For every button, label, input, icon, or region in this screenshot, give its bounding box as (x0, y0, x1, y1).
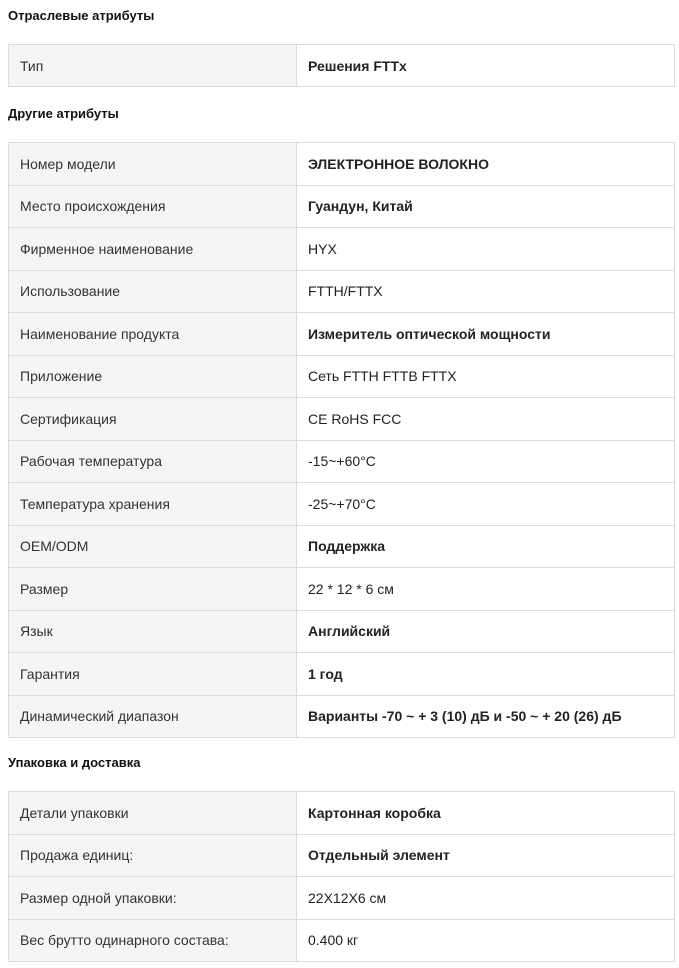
section-title-industry-attributes: Отраслевые атрибуты (8, 8, 155, 23)
attribute-name: Использование (9, 270, 297, 313)
attribute-value: 0.400 кг (297, 919, 675, 962)
table-row (9, 228, 675, 271)
attribute-name: Динамический диапазон (9, 695, 297, 738)
attribute-name: Детали упаковки (9, 792, 297, 835)
table-row (9, 313, 675, 356)
table-row (9, 270, 675, 313)
packaging-delivery-table (8, 791, 675, 962)
attribute-value: Картонная коробка (297, 792, 675, 835)
table-row (9, 610, 675, 653)
table-row (9, 143, 675, 186)
attribute-name: Приложение (9, 355, 297, 398)
other-attributes-table (8, 142, 675, 738)
attribute-value: 22 * 12 * 6 см (297, 568, 675, 611)
attribute-value: -15~+60°C (297, 440, 675, 483)
attribute-value: Гуандун, Китай (297, 185, 675, 228)
section-title-other-attributes: Другие атрибуты (8, 106, 119, 121)
attribute-name: Вес брутто одинарного состава: (9, 919, 297, 962)
attribute-name: Рабочая температура (9, 440, 297, 483)
attribute-name: Размер (9, 568, 297, 611)
section-title-packaging-delivery: Упаковка и доставка (8, 755, 141, 770)
attribute-name: Язык (9, 610, 297, 653)
attribute-name: Гарантия (9, 653, 297, 696)
table-row (9, 695, 675, 738)
attribute-value: FTTH/FTTX (297, 270, 675, 313)
attribute-name: Место происхождения (9, 185, 297, 228)
attribute-value: CE RoHS FCC (297, 398, 675, 441)
attribute-name: OEM/ODM (9, 525, 297, 568)
attribute-value: 22X12X6 см (297, 877, 675, 920)
attribute-name: Размер одной упаковки: (9, 877, 297, 920)
table-row (9, 185, 675, 228)
table-row (9, 653, 675, 696)
table-row (9, 877, 675, 920)
table-row (9, 525, 675, 568)
attribute-name: Тип (9, 45, 297, 87)
table-row (9, 398, 675, 441)
attribute-value: Поддержка (297, 525, 675, 568)
table-row (9, 834, 675, 877)
table-row (9, 355, 675, 398)
table-row (9, 483, 675, 526)
attribute-value: Английский (297, 610, 675, 653)
industry-attributes-table (8, 44, 675, 87)
attribute-value: Решения FTTx (297, 45, 675, 87)
attribute-name: Температура хранения (9, 483, 297, 526)
attribute-name: Номер модели (9, 143, 297, 186)
attribute-name: Наименование продукта (9, 313, 297, 356)
attribute-value: Отдельный элемент (297, 834, 675, 877)
attribute-value: -25~+70°C (297, 483, 675, 526)
attribute-value: 1 год (297, 653, 675, 696)
attribute-name: Сертификация (9, 398, 297, 441)
attribute-value: ЭЛЕКТРОННОЕ ВОЛОКНО (297, 143, 675, 186)
table-row (9, 919, 675, 962)
table-row (9, 45, 675, 87)
table-row (9, 568, 675, 611)
table-row (9, 440, 675, 483)
table-row (9, 792, 675, 835)
attribute-value: HYX (297, 228, 675, 271)
attribute-name: Продажа единиц: (9, 834, 297, 877)
attribute-value: Варианты -70 ~ + 3 (10) дБ и -50 ~ + 20 (26) дБ (297, 695, 675, 738)
attribute-value: Измеритель оптической мощности (297, 313, 675, 356)
attribute-name: Фирменное наименование (9, 228, 297, 271)
attribute-value: Сеть FTTH FTTB FTTX (297, 355, 675, 398)
